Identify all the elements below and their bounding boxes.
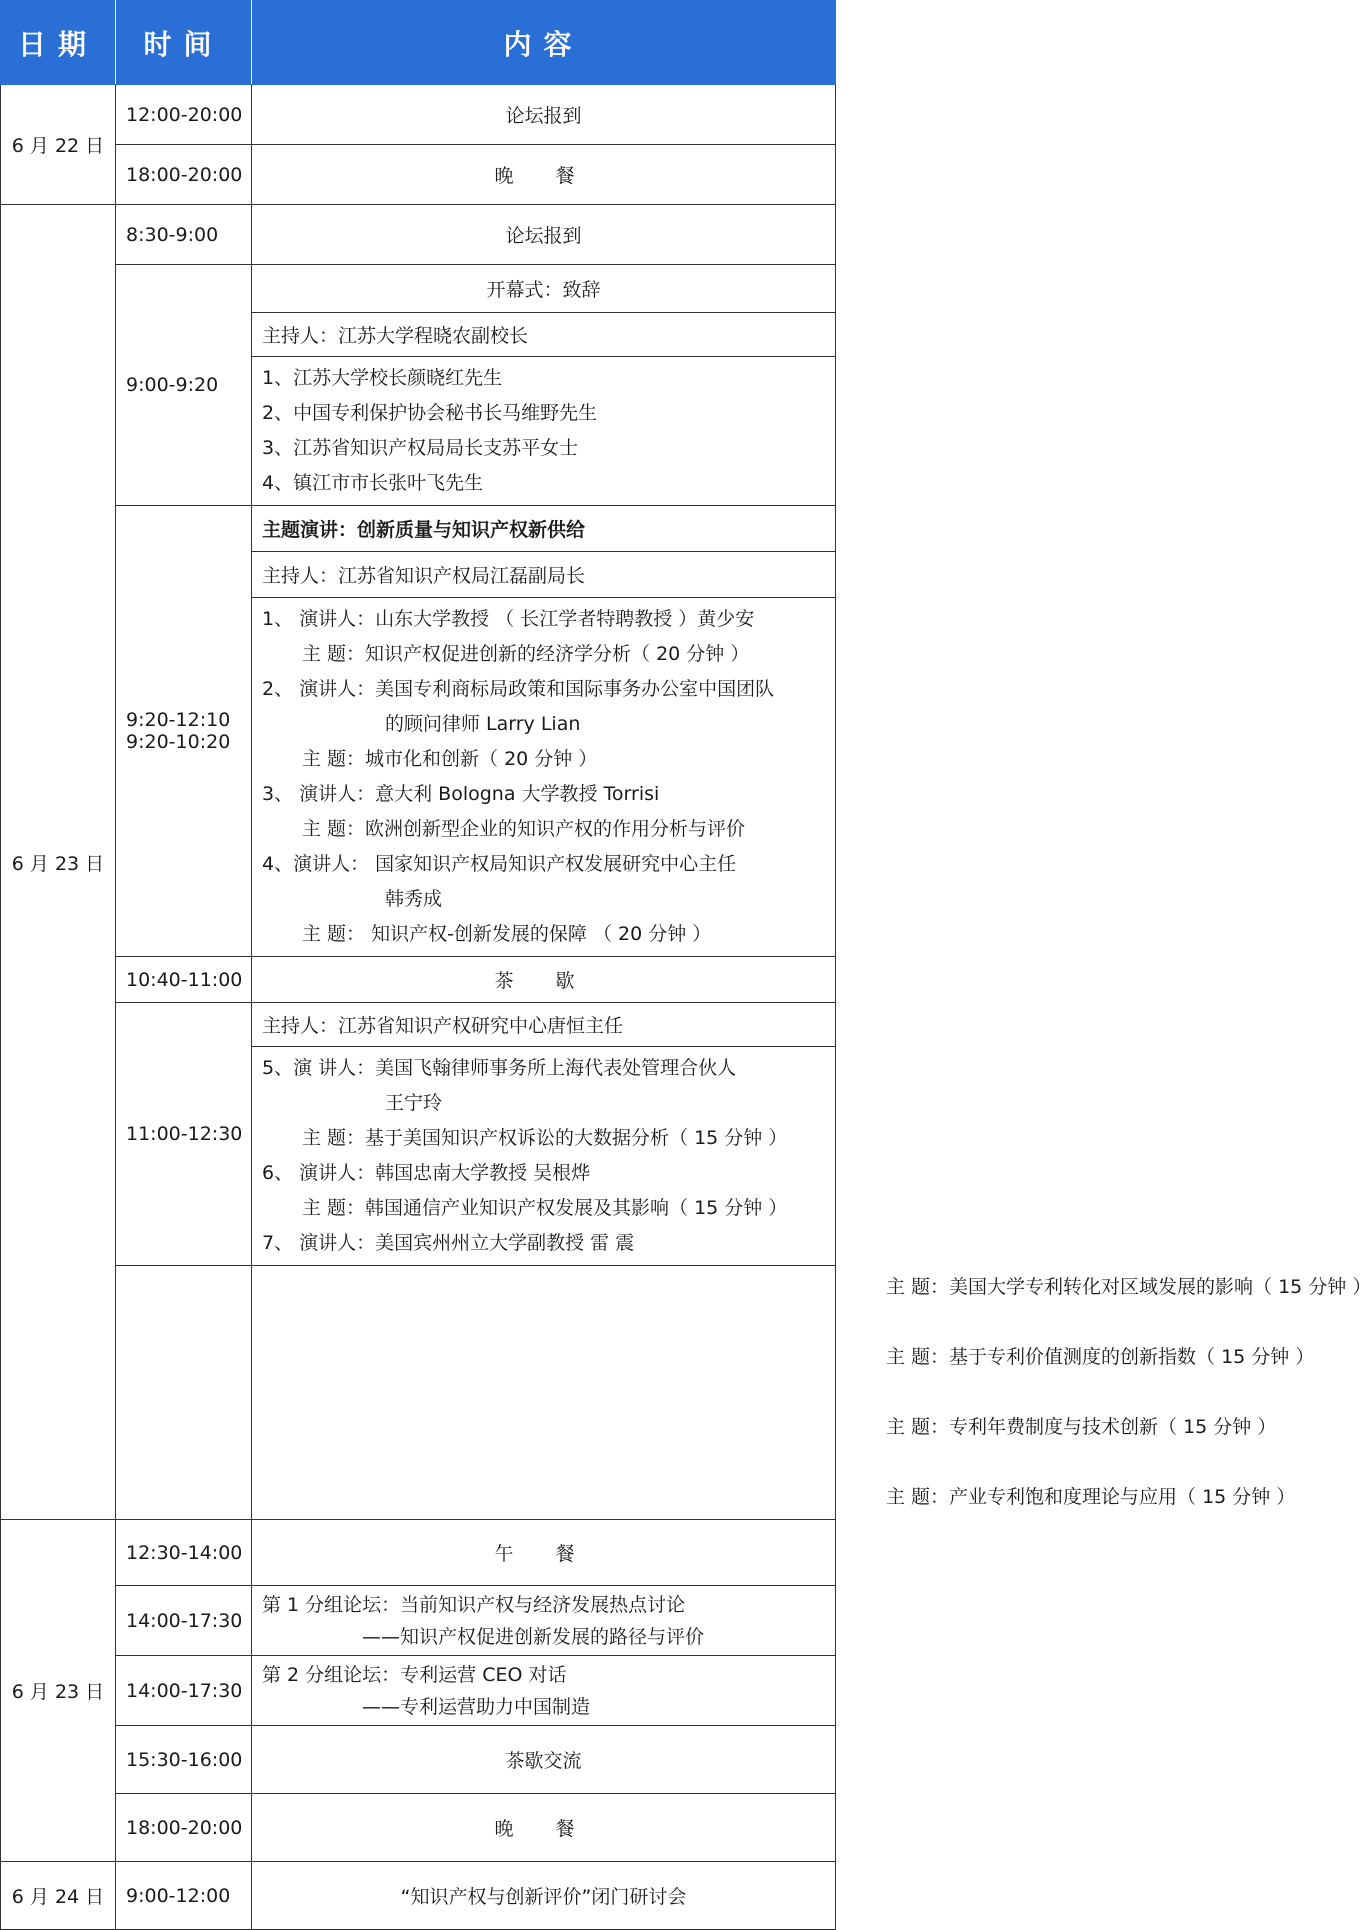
list-item: 5、演 讲人：美国飞翰律师事务所上海代表处管理合伙人 <box>262 1057 737 1079</box>
list-item: 1、 演讲人：山东大学教授 （ 长江学者特聘教授 ）黄少安 <box>262 608 755 630</box>
time-cell: 9:00-9:20 <box>116 265 252 506</box>
header-content: 内容 <box>252 1 836 85</box>
table-row <box>1 1862 836 1930</box>
content-cell: “知识产权与创新评价”闭门研讨会 <box>252 1862 836 1930</box>
time-range-1: 9:20-12:10 <box>126 709 231 731</box>
table-row <box>1 1726 836 1794</box>
time-cell-empty <box>252 1266 836 1520</box>
content-cell: 论坛报到 <box>252 85 836 145</box>
list-item: 4、镇江市市长张叶飞先生 <box>262 472 484 494</box>
header-time: 时间 <box>116 1 252 85</box>
session2-speakers <box>252 1047 836 1266</box>
time-cell: 14:00-17:30 <box>116 1586 252 1656</box>
time-cell <box>116 506 252 957</box>
content-cell: 晚 餐 <box>252 1794 836 1862</box>
date-cell: 6 月 23 日 <box>1 1520 116 1862</box>
list-item: 3、 演讲人：意大利 Bologna 大学教授 Torrisi <box>262 783 660 805</box>
content-cell: 茶 歇 <box>252 957 836 1003</box>
time-cell: 14:00-17:30 <box>116 1656 252 1726</box>
table-header <box>1 1 836 85</box>
date-cell-empty <box>116 1266 252 1520</box>
list-item: 主 题： 知识产权-创新发展的保障 （ 20 分钟 ） <box>302 923 712 945</box>
time-cell: 9:00-12:00 <box>116 1862 252 1930</box>
table-row <box>1 506 836 552</box>
content-cell <box>252 1656 836 1726</box>
forum-subtitle: ——知识产权促进创新发展的路径与评价 <box>362 1625 705 1648</box>
content-cell <box>252 1586 836 1656</box>
time-cell: 8:30-9:00 <box>116 205 252 265</box>
table-row <box>1 85 836 145</box>
forum-title: 第 1 分组论坛：当前知识产权与经济发展热点讨论 <box>262 1593 686 1616</box>
list-item: 1、江苏大学校长颜晓红先生 <box>262 367 503 389</box>
table-row <box>1 957 836 1003</box>
list-item: 3、江苏省知识产权局局长支苏平女士 <box>262 437 579 459</box>
keynote-speakers <box>252 598 836 957</box>
time-cell: 11:00-12:30 <box>116 1003 252 1266</box>
time-range-2: 9:20-10:20 <box>126 731 231 753</box>
list-item: 主 题：美国大学专利转化对区域发展的影响（ 15 分钟 ） <box>886 1276 1371 1298</box>
table-row <box>1 1266 836 1520</box>
content-cell: 茶歇交流 <box>252 1726 836 1794</box>
list-item: 的顾问律师 Larry Lian <box>385 713 581 735</box>
opening-host: 主持人：江苏大学程晓农副校长 <box>252 313 836 357</box>
table-row <box>1 265 836 313</box>
table-row <box>1 1656 836 1726</box>
table-row <box>1 1794 836 1862</box>
keynote-host: 主持人：江苏省知识产权局江磊副局长 <box>252 552 836 598</box>
date-cell: 6 月 22 日 <box>1 85 116 205</box>
content-cell: 晚 餐 <box>252 145 836 205</box>
list-item: 主 题：知识产权促进创新的经济学分析（ 20 分钟 ） <box>302 643 750 665</box>
opening-title: 开幕式：致辞 <box>252 265 836 313</box>
content-cell: 午 餐 <box>252 1520 836 1586</box>
list-item: 主 题：专利年费制度与技术创新（ 15 分钟 ） <box>886 1416 1277 1438</box>
opening-speakers <box>252 357 836 506</box>
list-item: 主 题：欧洲创新型企业的知识产权的作用分析与评价 <box>302 818 746 840</box>
table-row <box>1 1586 836 1656</box>
time-cell: 10:40-11:00 <box>116 957 252 1003</box>
time-cell: 15:30-16:00 <box>116 1726 252 1794</box>
list-item: 主 题：基于美国知识产权诉讼的大数据分析（ 15 分钟 ） <box>302 1127 788 1149</box>
list-item: 主 题：韩国通信产业知识产权发展及其影响（ 15 分钟 ） <box>302 1197 788 1219</box>
list-item: 6、 演讲人：韩国忠南大学教授 吴根烨 <box>262 1162 591 1184</box>
forum-subtitle: ——专利运营助力中国制造 <box>362 1695 591 1718</box>
time-cell: 12:00-20:00 <box>116 85 252 145</box>
session2-host: 主持人：江苏省知识产权研究中心唐恒主任 <box>252 1003 836 1047</box>
list-item: 王宁玲 <box>385 1092 443 1114</box>
list-item: 7、 演讲人：美国宾州州立大学副教授 雷 震 <box>262 1232 635 1254</box>
date-cell: 6 月 24 日 <box>1 1862 116 1930</box>
content-cell: 论坛报到 <box>252 205 836 265</box>
list-item: 主 题：城市化和创新（ 20 分钟 ） <box>302 748 598 770</box>
table-row <box>1 145 836 205</box>
list-item: 主 题：基于专利价值测度的创新指数（ 15 分钟 ） <box>886 1346 1315 1368</box>
list-item: 韩秀成 <box>385 888 443 910</box>
header-date: 日期 <box>1 1 116 85</box>
table-row <box>1 1003 836 1047</box>
list-item: 主 题：产业专利饱和度理论与应用（ 15 分钟 ） <box>886 1486 1296 1508</box>
time-cell: 18:00-20:00 <box>116 1794 252 1862</box>
list-item: 2、 演讲人：美国专利商标局政策和国际事务办公室中国团队 <box>262 678 775 700</box>
list-item: 4、演讲人： 国家知识产权局知识产权发展研究中心主任 <box>262 853 737 875</box>
forum-title: 第 2 分组论坛：专利运营 CEO 对话 <box>262 1663 567 1686</box>
time-cell: 18:00-20:00 <box>116 145 252 205</box>
date-cell: 6 月 23 日 <box>1 205 116 1520</box>
time-cell: 12:30-14:00 <box>116 1520 252 1586</box>
table-row <box>1 1520 836 1586</box>
keynote-title: 主题演讲：创新质量与知识产权新供给 <box>252 506 836 552</box>
table-row <box>1 205 836 265</box>
list-item: 2、中国专利保护协会秘书长马维野先生 <box>262 402 598 424</box>
